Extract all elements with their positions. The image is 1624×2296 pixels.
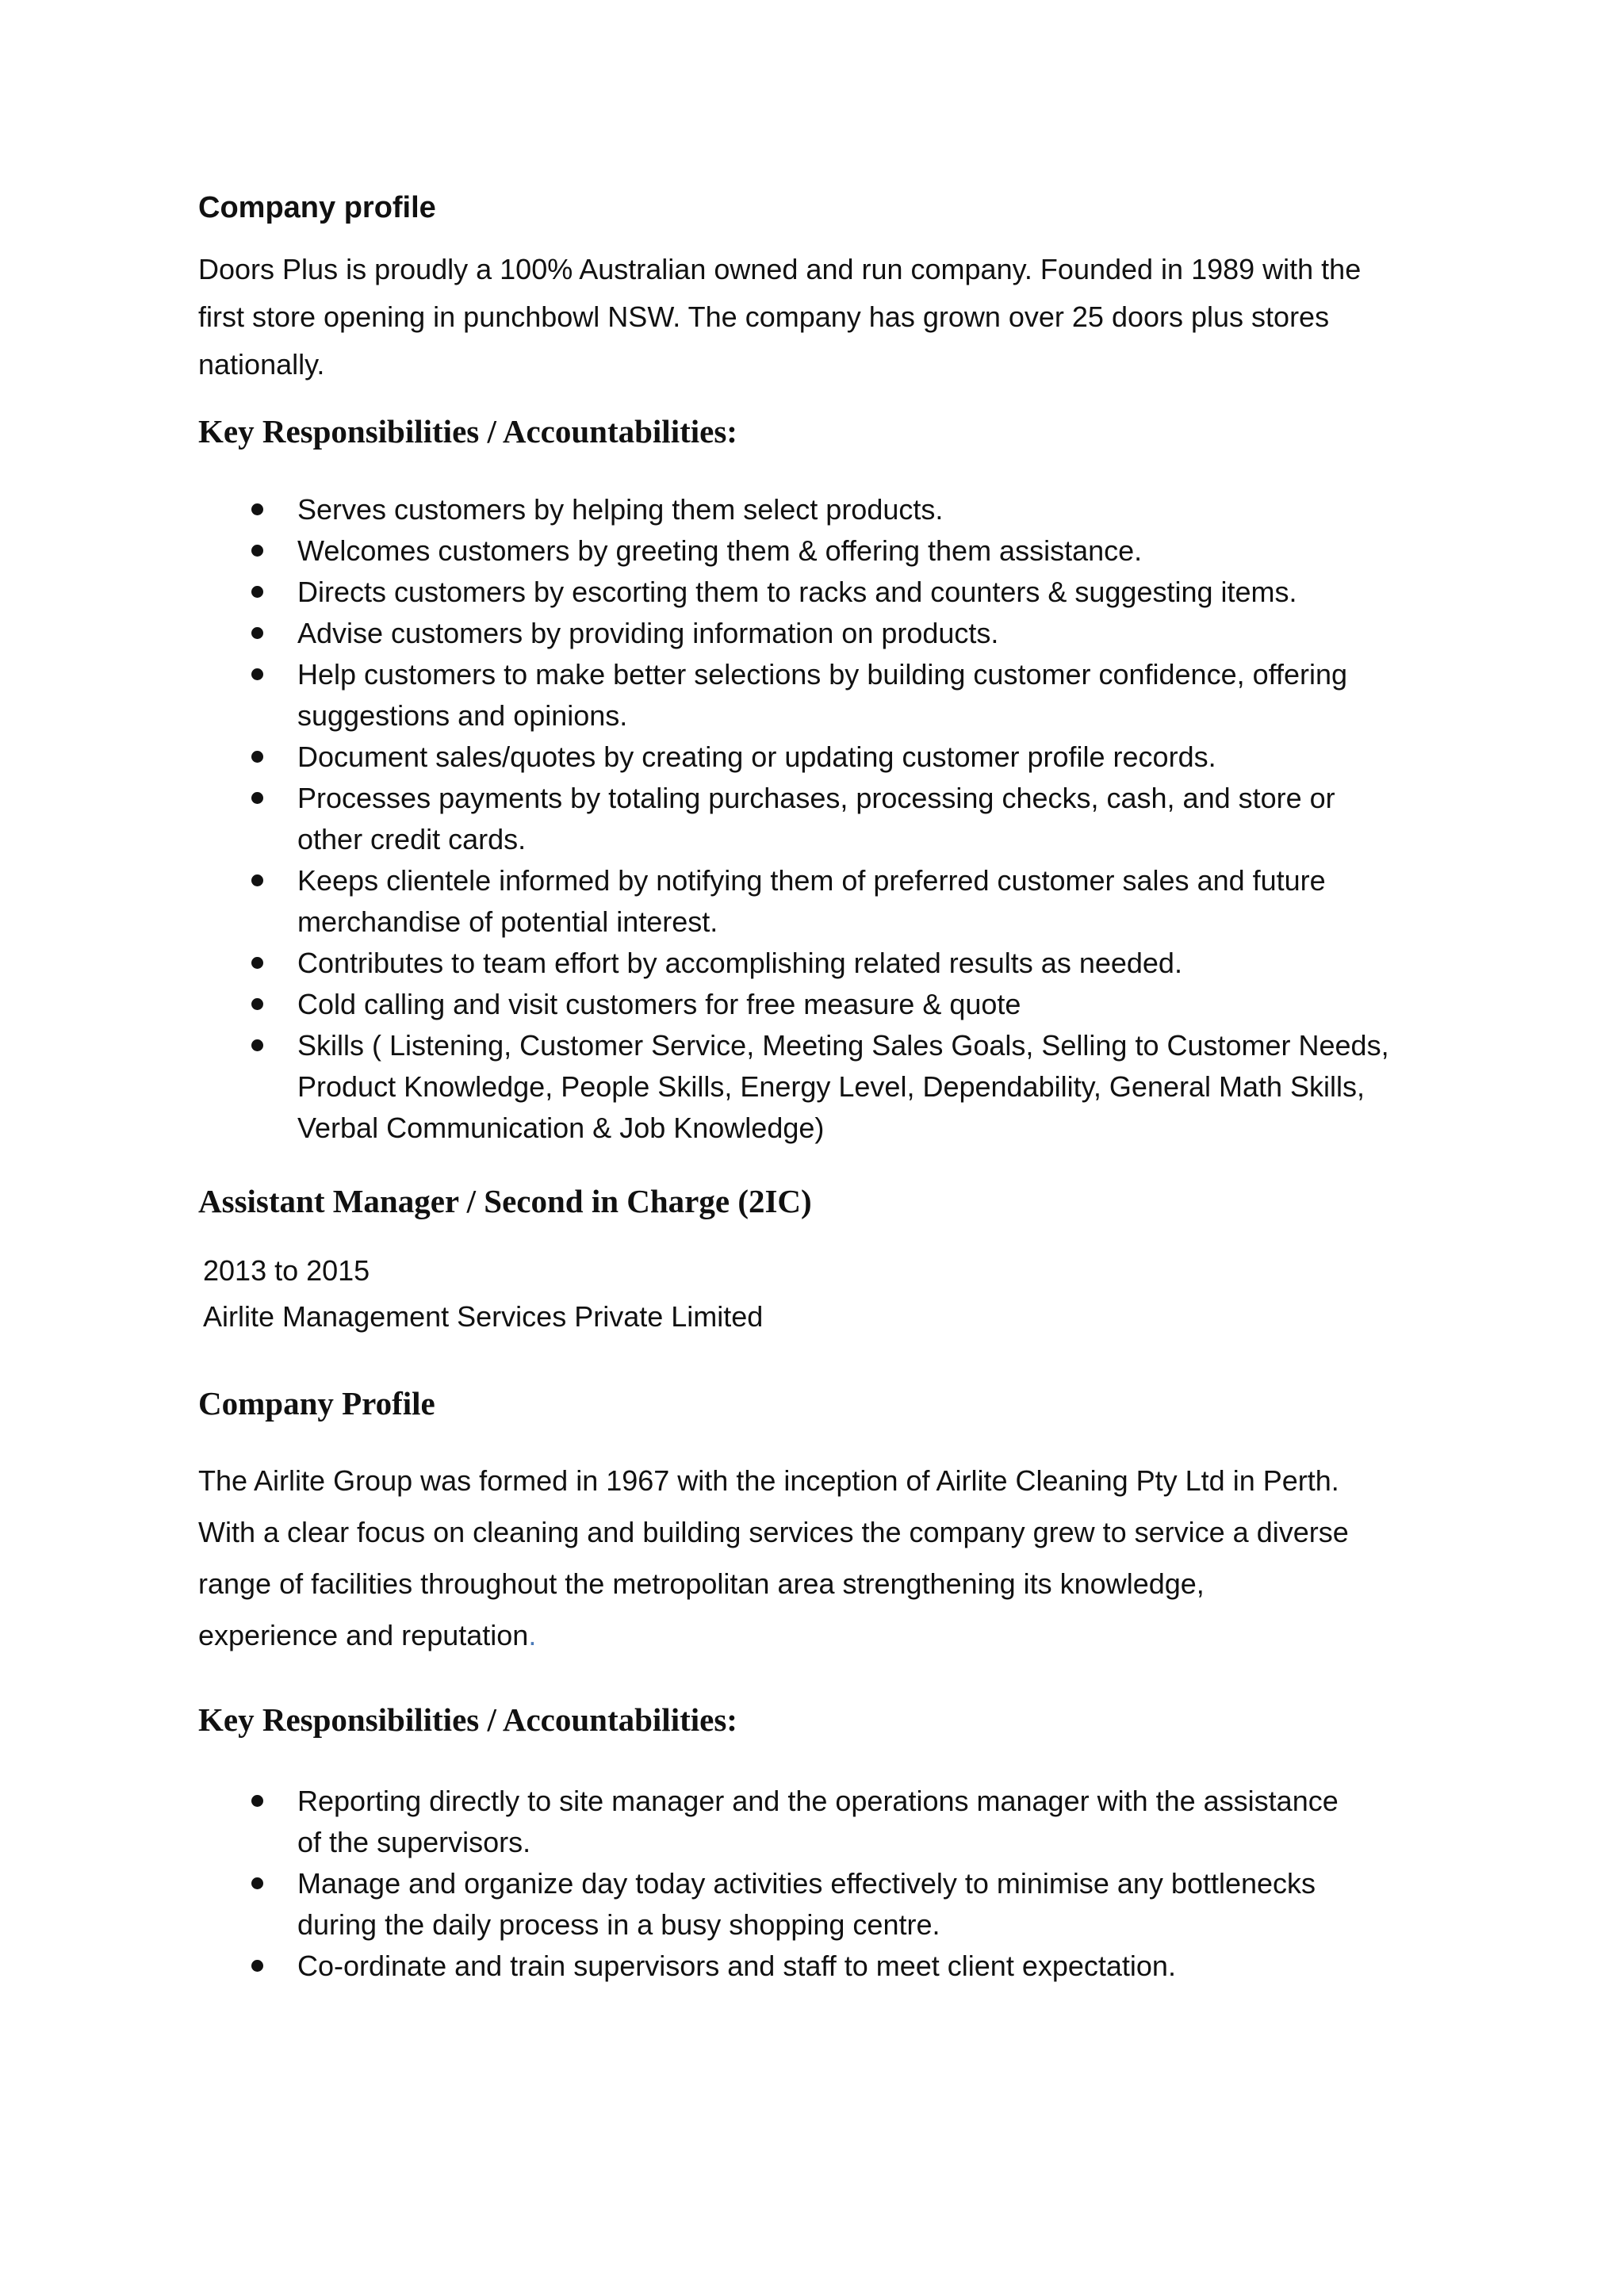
paragraph-line: first store opening in punchbowl NSW. The company has grown over 25 doors plus stores <box>198 300 1330 333</box>
company-profile-heading-2: Company Profile <box>198 1384 435 1422</box>
job-employer: Airlite Management Services Private Limited <box>203 1299 764 1333</box>
company-profile-paragraph-2 <box>198 1455 1435 1661</box>
paragraph-line: experience and reputation. <box>198 1619 537 1652</box>
bullet-icon <box>251 998 263 1010</box>
job-period: 2013 to 2015 <box>203 1253 370 1287</box>
bullet-icon <box>251 545 263 557</box>
list-item: Help customers to make better selections by building customer confidence, offering suggestions and opinions. <box>198 654 1435 737</box>
paragraph-line: range of facilities throughout the metropolitan area strengthening its knowledge, <box>198 1567 1205 1601</box>
list-item: Cold calling and visit customers for free measure & quote <box>198 984 1435 1025</box>
bullet-icon <box>251 874 263 886</box>
list-item: Skills ( Listening, Customer Service, Meeting Sales Goals, Selling to Customer Needs, Product Knowledge, People Skills, Energy Level, Dependability, General Math Skills, Verbal Communication & Job Knowledge) <box>198 1025 1435 1149</box>
paragraph-line: Doors Plus is proudly a 100% Australian owned and run company. Founded in 1989 with the <box>198 252 1362 285</box>
company-profile-paragraph <box>198 246 1435 388</box>
list-item: Keeps clientele informed by notifying them of preferred customer sales and future merchandise of potential interest. <box>198 860 1435 943</box>
list-item: Processes payments by totaling purchases, processing checks, cash, and store or other credit cards. <box>198 778 1435 860</box>
bullet-icon <box>251 1960 263 1972</box>
bullet-icon <box>251 1039 263 1051</box>
bullet-icon <box>251 1877 263 1889</box>
list-item: Document sales/quotes by creating or updating customer profile records. <box>198 737 1435 778</box>
responsibilities-list-2 <box>198 1781 1435 1987</box>
accent-period: . <box>528 1619 537 1652</box>
bullet-icon <box>251 792 263 804</box>
responsibilities-heading: Key Responsibilities / Accountabilities: <box>198 412 737 450</box>
bullet-icon <box>251 627 263 639</box>
paragraph-line: With a clear focus on cleaning and building services the company grew to service a diverse <box>198 1516 1349 1549</box>
list-item: Directs customers by escorting them to racks and counters & suggesting items. <box>198 572 1435 613</box>
responsibilities-heading-2: Key Responsibilities / Accountabilities: <box>198 1701 737 1739</box>
list-item: Reporting directly to site manager and the operations manager with the assistance of the supervisors. <box>198 1781 1435 1863</box>
list-item: Co-ordinate and train supervisors and staff to meet client expectation. <box>198 1946 1435 1987</box>
list-item: Serves customers by helping them select products. <box>198 489 1435 530</box>
paragraph-line: The Airlite Group was formed in 1967 with the inception of Airlite Cleaning Pty Ltd in Perth. <box>198 1464 1339 1498</box>
company-profile-heading: Company profile <box>198 191 436 224</box>
job-meta <box>198 1248 1435 1340</box>
bullet-icon <box>251 957 263 969</box>
bullet-icon <box>251 1795 263 1807</box>
job-title: Assistant Manager / Second in Charge (2IC) <box>198 1182 812 1219</box>
bullet-icon <box>251 503 263 515</box>
responsibilities-list <box>198 489 1435 1149</box>
paragraph-line: nationally. <box>198 347 325 381</box>
bullet-icon <box>251 751 263 763</box>
document-page <box>198 190 1435 1987</box>
list-item: Contributes to team effort by accomplishing related results as needed. <box>198 943 1435 984</box>
bullet-icon <box>251 586 263 598</box>
bullet-icon <box>251 668 263 680</box>
list-item: Advise customers by providing information on products. <box>198 613 1435 654</box>
list-item: Manage and organize day today activities effectively to minimise any bottlenecks during the daily process in a busy shopping centre. <box>198 1863 1435 1946</box>
list-item: Welcomes customers by greeting them & offering them assistance. <box>198 530 1435 572</box>
